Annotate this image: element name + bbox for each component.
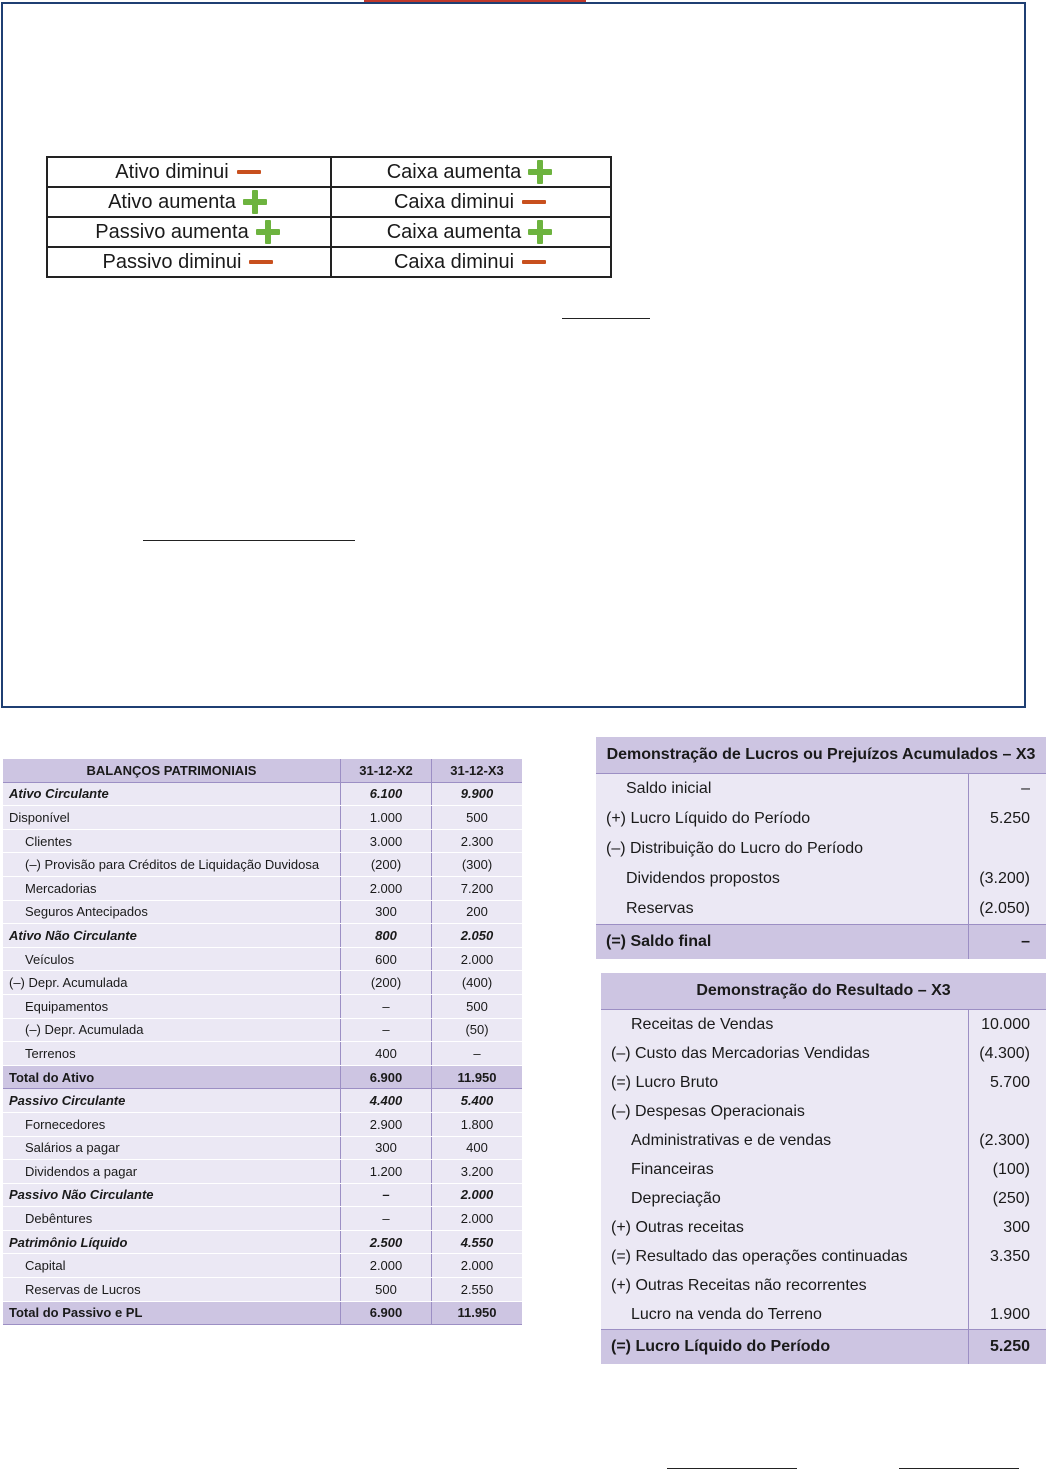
rules-label: Passivo aumenta	[95, 220, 249, 243]
balance-row-label: Disponível	[3, 806, 341, 830]
balance-row-label: Passivo Não Circulante	[3, 1183, 341, 1207]
dre-row	[601, 1300, 1046, 1330]
dre-row-label: (=) Resultado das operações continuadas	[601, 1242, 969, 1271]
balance-row-label: Terrenos	[3, 1042, 341, 1066]
rules-row	[47, 247, 611, 277]
balance-row	[3, 806, 522, 830]
dlpa-row	[596, 834, 1046, 864]
rules-label: Ativo diminui	[115, 160, 229, 183]
balance-row-label: Salários a pagar	[3, 1136, 341, 1160]
balance-value-x3: 1.800	[432, 1112, 523, 1136]
balance-value-x2: 2.500	[341, 1230, 432, 1254]
balance-row-label: Capital	[3, 1254, 341, 1278]
income-statement-table	[601, 973, 1046, 1364]
balance-value-x3: 500	[432, 806, 523, 830]
dre-row-label: (+) Outras receitas	[601, 1213, 969, 1242]
underline-4	[899, 1468, 1019, 1469]
dre-row-value: (4.300)	[969, 1039, 1046, 1068]
balance-row	[3, 994, 522, 1018]
balance-value-x3: 11.950	[432, 1301, 523, 1325]
balance-value-x2: –	[341, 1207, 432, 1231]
balance-value-x3: 7.200	[432, 876, 523, 900]
balance-value-x3: (300)	[432, 853, 523, 877]
dlpa-table	[596, 737, 1046, 959]
balance-row-label: Total do Ativo	[3, 1065, 341, 1089]
balance-value-x3: 5.400	[432, 1089, 523, 1113]
dlpa-footer-value: –	[969, 925, 1046, 960]
dre-row-value	[969, 1271, 1046, 1300]
dre-row-label: (–) Despesas Operacionais	[601, 1097, 969, 1126]
balance-value-x2: 600	[341, 947, 432, 971]
rules-cell-wrap	[115, 161, 262, 184]
dre-row	[601, 1242, 1046, 1271]
dre-row	[601, 1068, 1046, 1097]
rules-cell-wrap	[108, 191, 270, 214]
balance-row	[3, 1042, 522, 1066]
dlpa-footer-row	[596, 925, 1046, 960]
balance-value-x3: 2.000	[432, 1254, 523, 1278]
dre-row-label: (–) Custo das Mercadorias Vendidas	[601, 1039, 969, 1068]
balance-header-title: BALANÇOS PATRIMONIAIS	[3, 759, 341, 782]
dlpa-row-label: Dividendos propostos	[596, 864, 969, 894]
dre-row-value: 5.700	[969, 1068, 1046, 1097]
dre-row-value	[969, 1097, 1046, 1126]
balance-sheet-table	[3, 759, 522, 1325]
dre-row-value: 3.350	[969, 1242, 1046, 1271]
dlpa-row	[596, 864, 1046, 894]
plus-icon	[527, 159, 553, 185]
balance-row	[3, 1183, 522, 1207]
dlpa-row-value	[969, 834, 1046, 864]
balance-value-x2: 1.000	[341, 806, 432, 830]
rules-cell-right	[331, 247, 611, 277]
dlpa-row-value: (2.050)	[969, 894, 1046, 925]
rules-row	[47, 157, 611, 187]
balance-row	[3, 1254, 522, 1278]
balance-row	[3, 1278, 522, 1302]
balance-value-x2: 6.900	[341, 1065, 432, 1089]
balance-value-x3: 2.000	[432, 1183, 523, 1207]
balance-value-x2: 300	[341, 1136, 432, 1160]
content-frame	[1, 2, 1026, 708]
rules-cell-left	[47, 247, 331, 277]
dlpa-row	[596, 804, 1046, 834]
balance-value-x3: –	[432, 1042, 523, 1066]
balance-row-label: Passivo Circulante	[3, 1089, 341, 1113]
dre-footer-value: 5.250	[969, 1330, 1046, 1365]
balance-row	[3, 876, 522, 900]
balance-value-x2: 6.100	[341, 782, 432, 806]
underline-2	[143, 540, 355, 541]
balance-row-label: (–) Depr. Acumulada	[3, 971, 341, 995]
balance-value-x3: 2.050	[432, 924, 523, 948]
balance-row-label: Dividendos a pagar	[3, 1160, 341, 1184]
balance-header-row	[3, 759, 522, 782]
dre-row	[601, 1097, 1046, 1126]
balance-row-label: Fornecedores	[3, 1112, 341, 1136]
rules-cell-right	[331, 187, 611, 217]
balance-value-x2: –	[341, 994, 432, 1018]
balance-value-x3: 2.000	[432, 947, 523, 971]
balance-row	[3, 853, 522, 877]
rules-label: Passivo diminui	[102, 250, 242, 273]
minus-icon	[247, 249, 273, 275]
balance-value-x3: (400)	[432, 971, 523, 995]
balance-value-x3: 2.550	[432, 1278, 523, 1302]
balance-value-x3: 11.950	[432, 1065, 523, 1089]
rules-cell-wrap	[95, 221, 282, 244]
dlpa-row	[596, 774, 1046, 805]
dlpa-footer-label: (=) Saldo final	[596, 925, 969, 960]
balance-value-x3: (50)	[432, 1018, 523, 1042]
plus-icon	[527, 219, 553, 245]
dlpa-row-value: (3.200)	[969, 864, 1046, 894]
balance-value-x2: 6.900	[341, 1301, 432, 1325]
balance-row-label: Reservas de Lucros	[3, 1278, 341, 1302]
balance-row-label: Debêntures	[3, 1207, 341, 1231]
balance-row	[3, 1160, 522, 1184]
balance-value-x2: (200)	[341, 853, 432, 877]
dre-row-label: Receitas de Vendas	[601, 1010, 969, 1040]
balance-value-x2: 1.200	[341, 1160, 432, 1184]
rules-label: Caixa aumenta	[386, 160, 522, 183]
rules-label: Ativo aumenta	[108, 190, 236, 213]
balance-value-x3: 9.900	[432, 782, 523, 806]
dlpa-row	[596, 894, 1046, 925]
balance-value-x2: 4.400	[341, 1089, 432, 1113]
dre-row-label: (+) Outras Receitas não recorrentes	[601, 1271, 969, 1300]
rules-cell-wrap	[103, 251, 276, 274]
dre-row	[601, 1126, 1046, 1155]
rules-label: Caixa diminui	[393, 250, 515, 273]
balance-header-x2: 31-12-X2	[341, 759, 432, 782]
rules-cell-left	[47, 157, 331, 187]
balance-row	[3, 971, 522, 995]
dre-row-value: 10.000	[969, 1010, 1046, 1040]
dre-footer-label: (=) Lucro Líquido do Período	[601, 1330, 969, 1365]
rules-cell-wrap	[394, 251, 548, 274]
balance-row-label: (–) Depr. Acumulada	[3, 1018, 341, 1042]
dre-row-value: (250)	[969, 1184, 1046, 1213]
dre-row-value: (2.300)	[969, 1126, 1046, 1155]
balance-row	[3, 947, 522, 971]
rules-cell-left	[47, 187, 331, 217]
balance-value-x3: 400	[432, 1136, 523, 1160]
dlpa-row-value: –	[969, 774, 1046, 805]
balance-row	[3, 1018, 522, 1042]
minus-icon	[520, 249, 546, 275]
rules-cell-wrap	[387, 161, 556, 184]
plus-icon	[242, 189, 268, 215]
balance-row	[3, 829, 522, 853]
dre-row-value: 300	[969, 1213, 1046, 1242]
balance-row-label: Clientes	[3, 829, 341, 853]
balance-row	[3, 1207, 522, 1231]
dre-row-label: Administrativas e de vendas	[601, 1126, 969, 1155]
rules-cell-left	[47, 217, 331, 247]
balance-value-x3: 4.550	[432, 1230, 523, 1254]
cash-rules-table	[46, 156, 612, 278]
rules-cell-wrap	[394, 191, 548, 214]
dre-row	[601, 1039, 1046, 1068]
balance-header-x3: 31-12-X3	[432, 759, 523, 782]
balance-value-x3: 500	[432, 994, 523, 1018]
dre-row	[601, 1213, 1046, 1242]
balance-row-label: Ativo Não Circulante	[3, 924, 341, 948]
dlpa-row-label: Reservas	[596, 894, 969, 925]
dlpa-row-label: Saldo inicial	[596, 774, 969, 805]
minus-icon	[235, 159, 261, 185]
minus-icon	[520, 189, 546, 215]
rules-cell-wrap	[387, 221, 556, 244]
dre-row-label: Financeiras	[601, 1155, 969, 1184]
balance-row	[3, 900, 522, 924]
rules-label: Caixa diminui	[393, 190, 515, 213]
dre-title: Demonstração do Resultado – X3	[601, 973, 1046, 1010]
dre-row-label: (=) Lucro Bruto	[601, 1068, 969, 1097]
rules-label: Caixa aumenta	[386, 220, 522, 243]
balance-value-x3: 2.300	[432, 829, 523, 853]
balance-value-x2: –	[341, 1018, 432, 1042]
dre-row	[601, 1184, 1046, 1213]
balance-value-x2: –	[341, 1183, 432, 1207]
dlpa-row-value: 5.250	[969, 804, 1046, 834]
balance-row-label: Ativo Circulante	[3, 782, 341, 806]
balance-row-label: Equipamentos	[3, 994, 341, 1018]
rules-cell-right	[331, 157, 611, 187]
balance-row	[3, 1089, 522, 1113]
dre-row-label: Lucro na venda do Terreno	[601, 1300, 969, 1330]
balance-row-label: Veículos	[3, 947, 341, 971]
balance-value-x3: 200	[432, 900, 523, 924]
balance-value-x2: 2.000	[341, 876, 432, 900]
dre-row-value: (100)	[969, 1155, 1046, 1184]
balance-row	[3, 1136, 522, 1160]
rules-cell-right	[331, 217, 611, 247]
balance-value-x2: 500	[341, 1278, 432, 1302]
balance-row	[3, 1301, 522, 1325]
balance-value-x2: 400	[341, 1042, 432, 1066]
balance-row	[3, 782, 522, 806]
balance-value-x2: 2.900	[341, 1112, 432, 1136]
balance-row	[3, 1230, 522, 1254]
balance-value-x2: 800	[341, 924, 432, 948]
dre-footer-row	[601, 1330, 1046, 1365]
balance-row-label: Total do Passivo e PL	[3, 1301, 341, 1325]
dre-row	[601, 1271, 1046, 1300]
underline-1	[562, 318, 650, 319]
dre-row	[601, 1155, 1046, 1184]
balance-row-label: Mercadorias	[3, 876, 341, 900]
balance-value-x3: 3.200	[432, 1160, 523, 1184]
dlpa-title: Demonstração de Lucros ou Prejuízos Acumulados – X3	[596, 737, 1046, 774]
balance-value-x2: 2.000	[341, 1254, 432, 1278]
balance-row-label: Patrimônio Líquido	[3, 1230, 341, 1254]
dre-row	[601, 1010, 1046, 1040]
dlpa-row-label: (+) Lucro Líquido do Período	[596, 804, 969, 834]
dlpa-row-label: (–) Distribuição do Lucro do Período	[596, 834, 969, 864]
balance-row-label: Seguros Antecipados	[3, 900, 341, 924]
underline-3	[667, 1468, 797, 1469]
dre-row-label: Depreciação	[601, 1184, 969, 1213]
balance-value-x2: (200)	[341, 971, 432, 995]
balance-row	[3, 1065, 522, 1089]
plus-icon	[255, 219, 281, 245]
dre-row-value: 1.900	[969, 1300, 1046, 1330]
rules-row	[47, 217, 611, 247]
balance-value-x3: 2.000	[432, 1207, 523, 1231]
balance-row	[3, 924, 522, 948]
balance-value-x2: 3.000	[341, 829, 432, 853]
rules-row	[47, 187, 611, 217]
balance-row	[3, 1112, 522, 1136]
balance-row-label: (–) Provisão para Créditos de Liquidação Duvidosa	[3, 853, 341, 877]
balance-value-x2: 300	[341, 900, 432, 924]
